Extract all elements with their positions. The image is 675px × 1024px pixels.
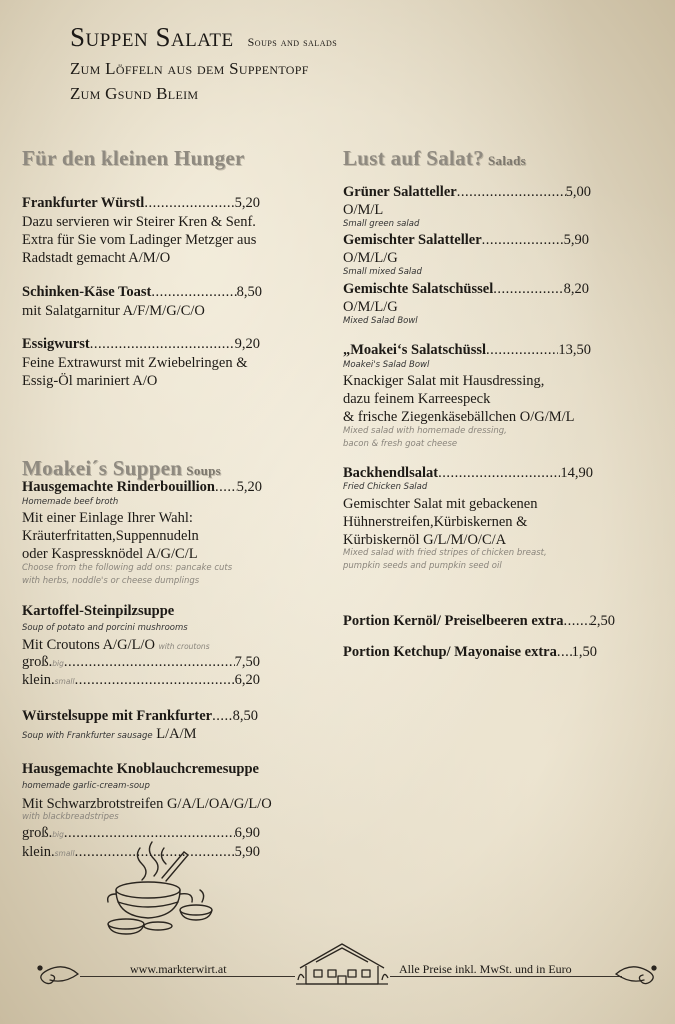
price: 9,20	[234, 336, 260, 352]
size-option-small: klein. small ..... 5,90	[22, 844, 260, 861]
price: 14,90	[560, 465, 593, 481]
item-english-description: with blackbreadstripes	[22, 812, 119, 822]
price: 2,50	[589, 613, 615, 629]
menu-item-frankfurter: Frankfurter Würstl ..... 5,20	[22, 195, 260, 212]
item-english-name: Mixed Salad Bowl	[343, 316, 418, 326]
item-english-name: Homemade beef broth	[22, 497, 119, 507]
item-description: Hühnerstreifen,Kürbiskernen &	[343, 514, 528, 530]
size-option-big: groß. big ..... 6,90	[22, 825, 260, 842]
item-english-name: Small green salad	[343, 219, 420, 229]
price: 8,50	[232, 708, 258, 724]
extra-ketchup: Portion Ketchup/ Mayonaise extra ..... 1,50	[343, 644, 597, 661]
item-english-name: Soup with Frankfurter sausage L/A/M	[22, 726, 197, 742]
item-description: Kürbiskernöl G/L/M/O/C/A	[343, 532, 507, 548]
item-description: Knackiger Salat mit Hausdressing,	[343, 373, 545, 389]
subtitle-line-2: Zum Gsund Bleim	[70, 84, 199, 103]
menu-item-wuerstelsuppe: Würstelsuppe mit Frankfurter ..... 8,50	[22, 708, 258, 725]
item-description: Extra für Sie vom Ladinger Metzger aus	[22, 232, 257, 248]
menu-item-salatschuessel: Gemischte Salatschüssel ..... 8,20	[343, 281, 589, 298]
footer-website: www.markterwirt.at	[130, 962, 227, 976]
farmhouse-emblem-icon	[294, 940, 390, 988]
menu-item-kartoffelsuppe: Kartoffel-Steinpilzsuppe	[22, 603, 175, 619]
section-heading-salads: Lust auf Salat? Salads	[343, 146, 526, 170]
price: 5,20	[236, 479, 262, 495]
allergens: O/M/L/G	[343, 250, 398, 266]
menu-item-backhendlsalat: Backhendlsalat ..... 14,90	[343, 465, 593, 482]
menu-item-toast: Schinken-Käse Toast ..... 8,50	[22, 284, 262, 301]
footer-price-note: Alle Preise inkl. MwSt. und in Euro	[399, 962, 572, 976]
item-description: Essig-Öl mariniert A/O	[22, 373, 158, 389]
item-description: Radstadt gemacht A/M/O	[22, 250, 171, 266]
menu-item-essigwurst: Essigwurst ..... 9,20	[22, 336, 260, 353]
menu-item-gruener-salat: Grüner Salatteller ..... 5,00	[343, 184, 591, 201]
item-description: Kräuterfritatten,Suppennudeln	[22, 528, 199, 544]
section-heading-soups: Moakei´s Suppen Soups	[22, 456, 222, 480]
size-option-big: groß. big ..... 7,50	[22, 654, 260, 671]
price: 5,20	[234, 195, 260, 211]
item-english-name: Soup of potato and porcini mushrooms	[22, 623, 188, 633]
item-description: Dazu servieren wir Steirer Kren & Senf.	[22, 214, 256, 230]
page-title: Suppen Salate Soups and salads	[70, 22, 338, 52]
price: 1,50	[571, 644, 597, 660]
soup-pot-icon	[100, 838, 220, 936]
menu-item-gemischter-salat: Gemischter Salatteller ..... 5,90	[343, 232, 589, 249]
item-description: Feine Extrawurst mit Zwiebelringen &	[22, 355, 248, 371]
item-english-description: with herbs, noddle's or cheese dumplings	[22, 576, 200, 586]
item-english-description: Mixed salad with fried stripes of chicken breast,	[343, 548, 547, 558]
menu-item-moakei-salat: „Moakei‘s Salatschüssl ..... 13,50	[343, 342, 591, 359]
subtitle-line-1: Zum Löffeln aus dem Suppentopf	[70, 59, 309, 78]
size-option-small: klein. small ..... 6,20	[22, 672, 260, 689]
item-english-description: Choose from the following add ons: pancake cuts	[22, 563, 233, 573]
price: 8,50	[236, 284, 262, 300]
item-english-description: bacon & fresh goat cheese	[343, 439, 458, 449]
item-english-name: homemade garlic-cream-soup	[22, 781, 150, 791]
item-english-name: Fried Chicken Salad	[343, 482, 428, 492]
allergens: O/M/L/G	[343, 299, 398, 315]
item-english-name: Small mixed Salad	[343, 267, 422, 277]
price: 6,20	[234, 672, 260, 688]
item-description: Mit Croutons A/G/L/O with croutons	[22, 637, 210, 653]
allergens: O/M/L	[343, 202, 384, 218]
item-description: & frische Ziegenkäsebällchen O/G/M/L	[343, 409, 575, 425]
price: 5,90	[563, 232, 589, 248]
price: 7,50	[234, 654, 260, 670]
page-title-english: Soups and salads	[247, 35, 338, 49]
item-english-description: Mixed salad with homemade dressing,	[343, 426, 507, 436]
item-english-name: Moakei's Salad Bowl	[343, 360, 430, 370]
item-description: oder Kaspressknödel A/G/C/L	[22, 546, 198, 562]
price: 6,90	[234, 825, 260, 841]
price: 13,50	[558, 342, 591, 358]
menu-item-rinderbouillion: Hausgemachte Rinderbouillion ..... 5,20	[22, 479, 262, 496]
item-english-description: pumpkin seeds and pumpkin seed oil	[343, 561, 502, 571]
flourish-ornament-icon	[28, 960, 80, 988]
price: 5,90	[234, 844, 260, 860]
price: 5,00	[565, 184, 591, 200]
extra-kernoel: Portion Kernöl/ Preiselbeeren extra ..... 2,50	[343, 613, 615, 630]
item-description: Gemischter Salat mit gebackenen	[343, 496, 538, 512]
section-heading-snacks: Für den kleinen Hunger	[22, 146, 245, 170]
item-description: mit Salatgarnitur A/F/M/G/C/O	[22, 303, 205, 319]
price: 8,20	[563, 281, 589, 297]
flourish-ornament-icon	[614, 960, 666, 988]
item-description: Mit Schwarzbrotstreifen G/A/L/OA/G/L/O	[22, 796, 272, 812]
item-description: Mit einer Einlage Ihrer Wahl:	[22, 510, 193, 526]
item-description: dazu feinem Karreespeck	[343, 391, 491, 407]
menu-item-knoblauchsuppe: Hausgemachte Knoblauchcremesuppe	[22, 761, 259, 777]
